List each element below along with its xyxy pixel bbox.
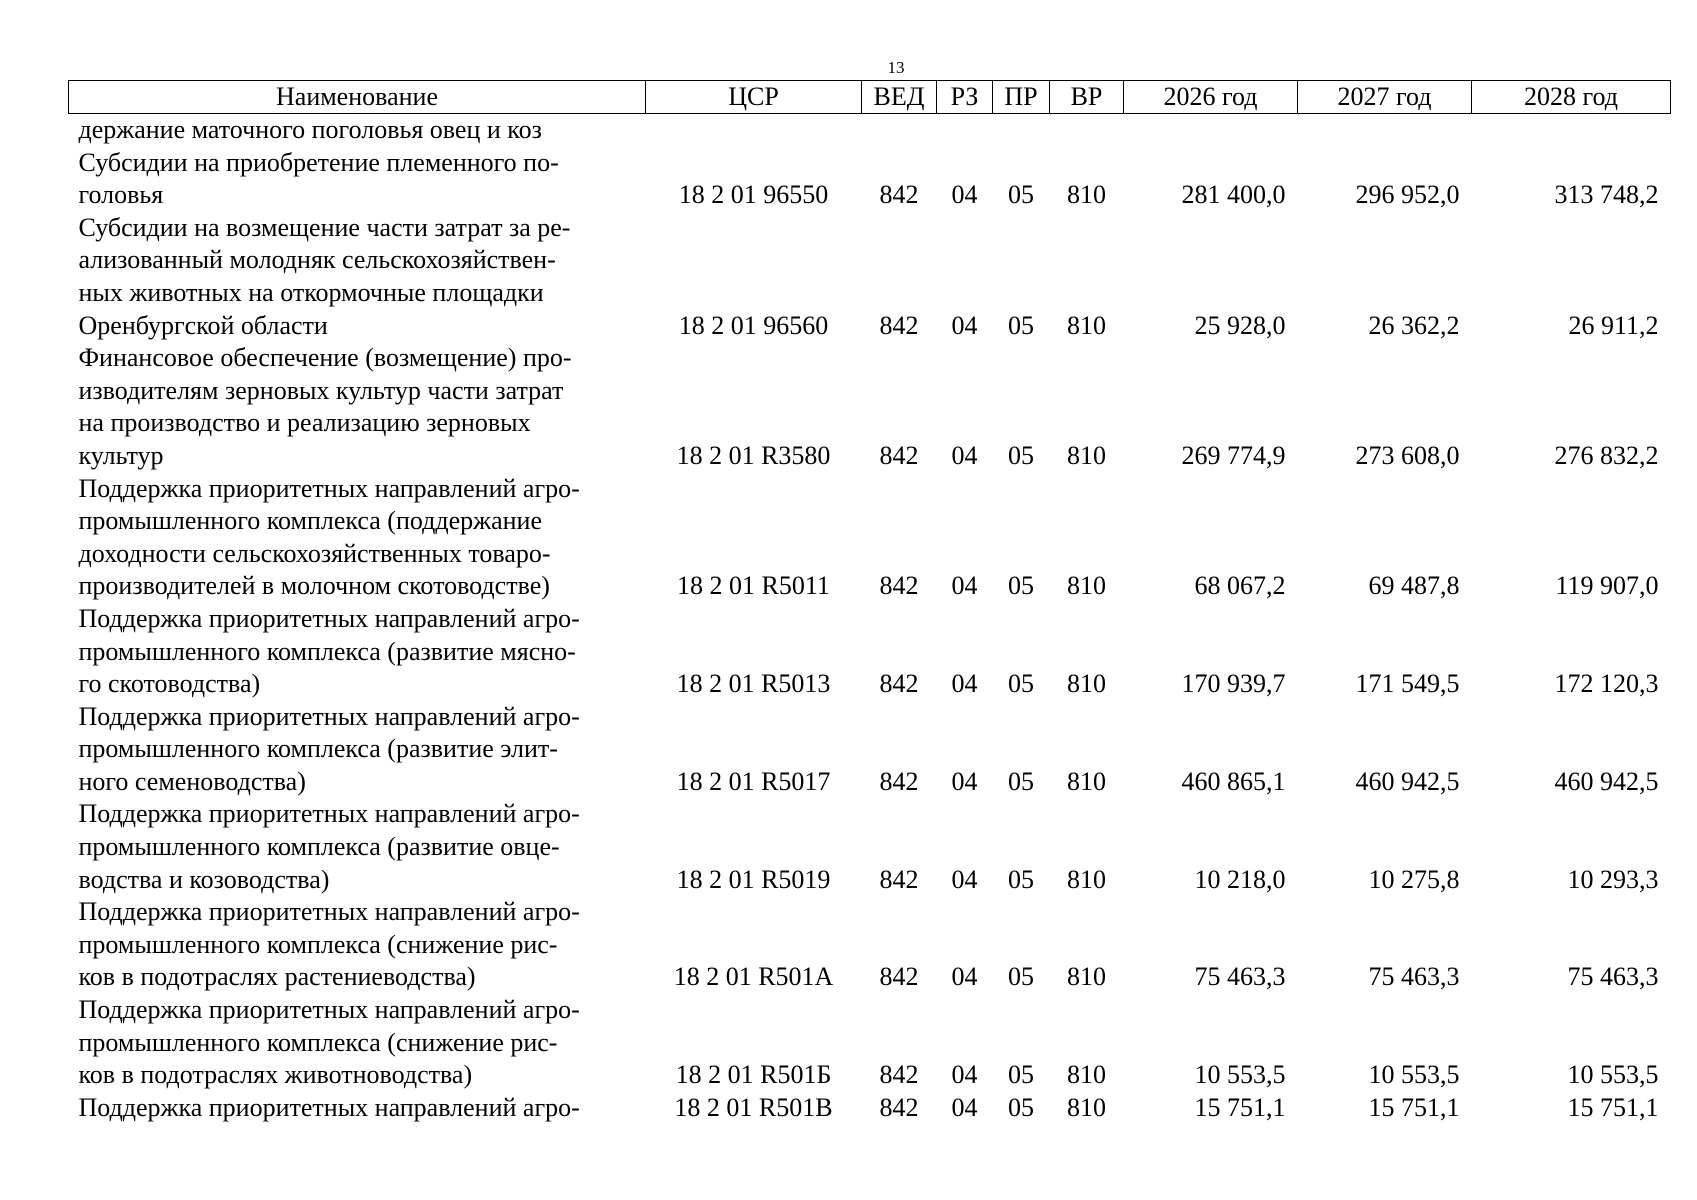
name-line: Поддержка приоритетных направлений агро- [78,603,580,633]
cell-pr: 05 [1008,766,1034,796]
cell-2027: 26 362,2 [1368,310,1460,340]
cell-2026: 10 553,5 [1194,1060,1286,1090]
cell-2027: 296 952,0 [1355,180,1460,210]
cell-csr [646,114,862,147]
name-line: доходности сельскохозяйственных товаро- [78,538,551,568]
cell-2028 [1472,114,1671,147]
name-line: изводителям зерновых культур части затрат [78,375,564,405]
cell-csr: 18 2 01 R501А [673,962,834,992]
cell-ved: 842 [879,766,919,796]
cell-pr: 05 [1008,180,1034,210]
cell-2027: 273 608,0 [1355,440,1460,470]
cell-pr: 05 [1008,669,1034,699]
cell-csr: 18 2 01 R5017 [676,766,831,796]
name-line: держание маточного поголовья овец и коз [78,115,542,144]
table-row [69,994,1671,1092]
name-line: Поддержка приоритетных направлений агро- [78,995,580,1025]
cell-2026: 170 939,7 [1181,669,1286,699]
header-vr: ВР [1050,81,1124,114]
cell-vr: 810 [1067,962,1106,992]
name-line: производителей в молочном скотоводстве) [78,571,550,601]
cell-ved: 842 [879,571,919,601]
cell-name [69,896,646,994]
cell-rz: 04 [951,180,978,210]
cell-rz: 04 [951,669,978,699]
cell-csr: 18 2 01 R5019 [676,864,831,894]
cell-rz: 04 [951,962,978,992]
cell-name [69,994,646,1092]
cell-2028: 10 553,5 [1567,1060,1659,1090]
cell-ved: 842 [879,1092,919,1122]
name-line: Субсидии на возмещение части затрат за ре- [78,212,571,242]
cell-2026: 281 400,0 [1181,180,1286,210]
cell-pr: 05 [1008,1092,1034,1122]
cell-ved: 842 [879,669,919,699]
name-line: промышленного комплекса (развитие овце- [78,832,560,862]
cell-2028: 313 748,2 [1554,180,1659,210]
name-line: промышленного комплекса (снижение рис- [78,1027,558,1057]
cell-name [69,701,646,799]
cell-rz [937,114,993,147]
name-line: Поддержка приоритетных направлений агро- [78,799,580,829]
name-line: водства и козоводства) [78,864,330,894]
cell-2027: 460 942,5 [1355,766,1460,796]
cell-rz: 04 [951,571,978,601]
cell-2027: 15 751,1 [1368,1092,1460,1122]
header-2027: 2027 год [1298,81,1472,114]
cell-2026 [1124,114,1298,147]
table-row [69,603,1671,701]
cell-2026: 68 067,2 [1194,571,1286,601]
cell-2028: 172 120,3 [1554,669,1659,699]
table-row [69,1092,1671,1125]
name-line: промышленного комплекса (развитие мясно- [78,636,576,666]
name-line: головья [78,180,164,210]
name-line: Поддержка приоритетных направлений агро- [78,701,580,731]
table-row [69,147,1671,212]
cell-2026: 15 751,1 [1194,1092,1286,1122]
name-line: ков в подотраслях растениеводства) [78,962,476,992]
cell-rz: 04 [951,766,978,796]
cell-name [69,114,646,147]
cell-vr: 810 [1067,864,1106,894]
cell-2028: 460 942,5 [1554,766,1659,796]
cell-vr: 810 [1067,440,1106,470]
name-line: ков в подотраслях животноводства) [78,1060,473,1090]
cell-csr: 18 2 01 96560 [678,310,829,340]
cell-vr: 810 [1067,310,1106,340]
name-line: ного семеноводства) [78,766,306,796]
name-line: Поддержка приоритетных направлений агро- [78,897,580,927]
cell-2027: 171 549,5 [1355,669,1460,699]
cell-pr: 05 [1008,1060,1034,1090]
table-body [69,114,1671,1125]
name-line: Поддержка приоритетных направлений агро- [78,473,580,503]
page-number: 13 [887,58,905,77]
cell-name [69,212,646,342]
cell-2028: 15 751,1 [1567,1092,1659,1122]
cell-pr: 05 [1008,962,1034,992]
name-line: ализованный молодняк сельскохозяйствен- [78,245,556,275]
cell-ved [862,114,937,147]
cell-pr [993,114,1050,147]
cell-2027 [1298,114,1472,147]
cell-name [69,342,646,472]
table-row [69,114,1671,147]
cell-ved: 842 [879,440,919,470]
cell-2028: 276 832,2 [1554,440,1659,470]
cell-csr: 18 2 01 R5013 [676,669,831,699]
header-pr: ПР [993,81,1050,114]
cell-ved: 842 [879,864,919,894]
table-row [69,798,1671,896]
cell-csr: 18 2 01 R3580 [676,440,831,470]
cell-2026: 10 218,0 [1194,864,1286,894]
cell-2027: 10 275,8 [1368,864,1460,894]
cell-name [69,798,646,896]
cell-2026: 75 463,3 [1194,962,1286,992]
header-ved: ВЕД [862,81,937,114]
cell-2027: 69 487,8 [1368,571,1460,601]
header-row [69,81,1671,114]
cell-csr: 18 2 01 R501Б [675,1060,832,1090]
cell-2026: 269 774,9 [1181,440,1286,470]
name-line: промышленного комплекса (развитие элит- [78,734,558,764]
cell-2028: 75 463,3 [1567,962,1659,992]
cell-2026: 460 865,1 [1181,766,1286,796]
cell-ved: 842 [879,310,919,340]
cell-vr: 810 [1067,669,1106,699]
table-row [69,212,1671,342]
cell-vr: 810 [1067,1060,1106,1090]
table-row [69,701,1671,799]
cell-name [69,147,646,212]
cell-2027: 10 553,5 [1368,1060,1460,1090]
cell-pr: 05 [1008,440,1034,470]
name-line: Финансовое обеспечение (возмещение) про- [78,343,572,373]
cell-pr: 05 [1008,310,1034,340]
cell-vr: 810 [1067,766,1106,796]
cell-ved: 842 [879,1060,919,1090]
budget-table [68,80,1671,1124]
cell-2026: 25 928,0 [1194,310,1286,340]
cell-vr: 810 [1067,180,1106,210]
cell-2028: 119 907,0 [1555,571,1659,601]
cell-2027: 75 463,3 [1368,962,1460,992]
header-name: Наименование [69,81,646,114]
table-header [69,81,1671,114]
header-2026: 2026 год [1124,81,1298,114]
name-line: на производство и реализацию зерновых [78,408,531,438]
name-line: культур [78,440,164,470]
name-line: го скотоводства) [78,669,261,699]
table-row [69,473,1671,603]
cell-rz: 04 [951,440,978,470]
table-row [69,342,1671,472]
cell-name [69,603,646,701]
cell-2028: 10 293,3 [1567,864,1659,894]
header-rz: РЗ [937,81,993,114]
name-line: промышленного комплекса (снижение рис- [78,929,558,959]
cell-pr: 05 [1008,571,1034,601]
cell-ved: 842 [879,962,919,992]
cell-2028: 26 911,2 [1568,310,1659,340]
header-csr: ЦСР [646,81,862,114]
cell-name [69,1092,646,1125]
cell-rz: 04 [951,310,978,340]
cell-rz: 04 [951,1092,978,1122]
name-line: ных животных на откормочные площадки [78,277,544,307]
name-line: промышленного комплекса (поддержание [78,506,542,536]
cell-name [69,473,646,603]
cell-csr: 18 2 01 96550 [678,180,829,210]
name-line: Субсидии на приобретение племенного по- [78,147,559,177]
name-line: Оренбургской области [78,310,328,340]
table-row [69,896,1671,994]
header-2028: 2028 год [1472,81,1671,114]
cell-vr: 810 [1067,571,1106,601]
cell-rz: 04 [951,864,978,894]
name-line: Поддержка приоритетных направлений агро- [78,1092,580,1122]
cell-ved: 842 [879,180,919,210]
cell-vr: 810 [1067,1092,1106,1122]
cell-pr: 05 [1008,864,1034,894]
cell-vr [1050,114,1124,147]
cell-rz: 04 [951,1060,978,1090]
cell-csr: 18 2 01 R5011 [677,571,830,601]
cell-csr: 18 2 01 R501В [674,1092,833,1122]
